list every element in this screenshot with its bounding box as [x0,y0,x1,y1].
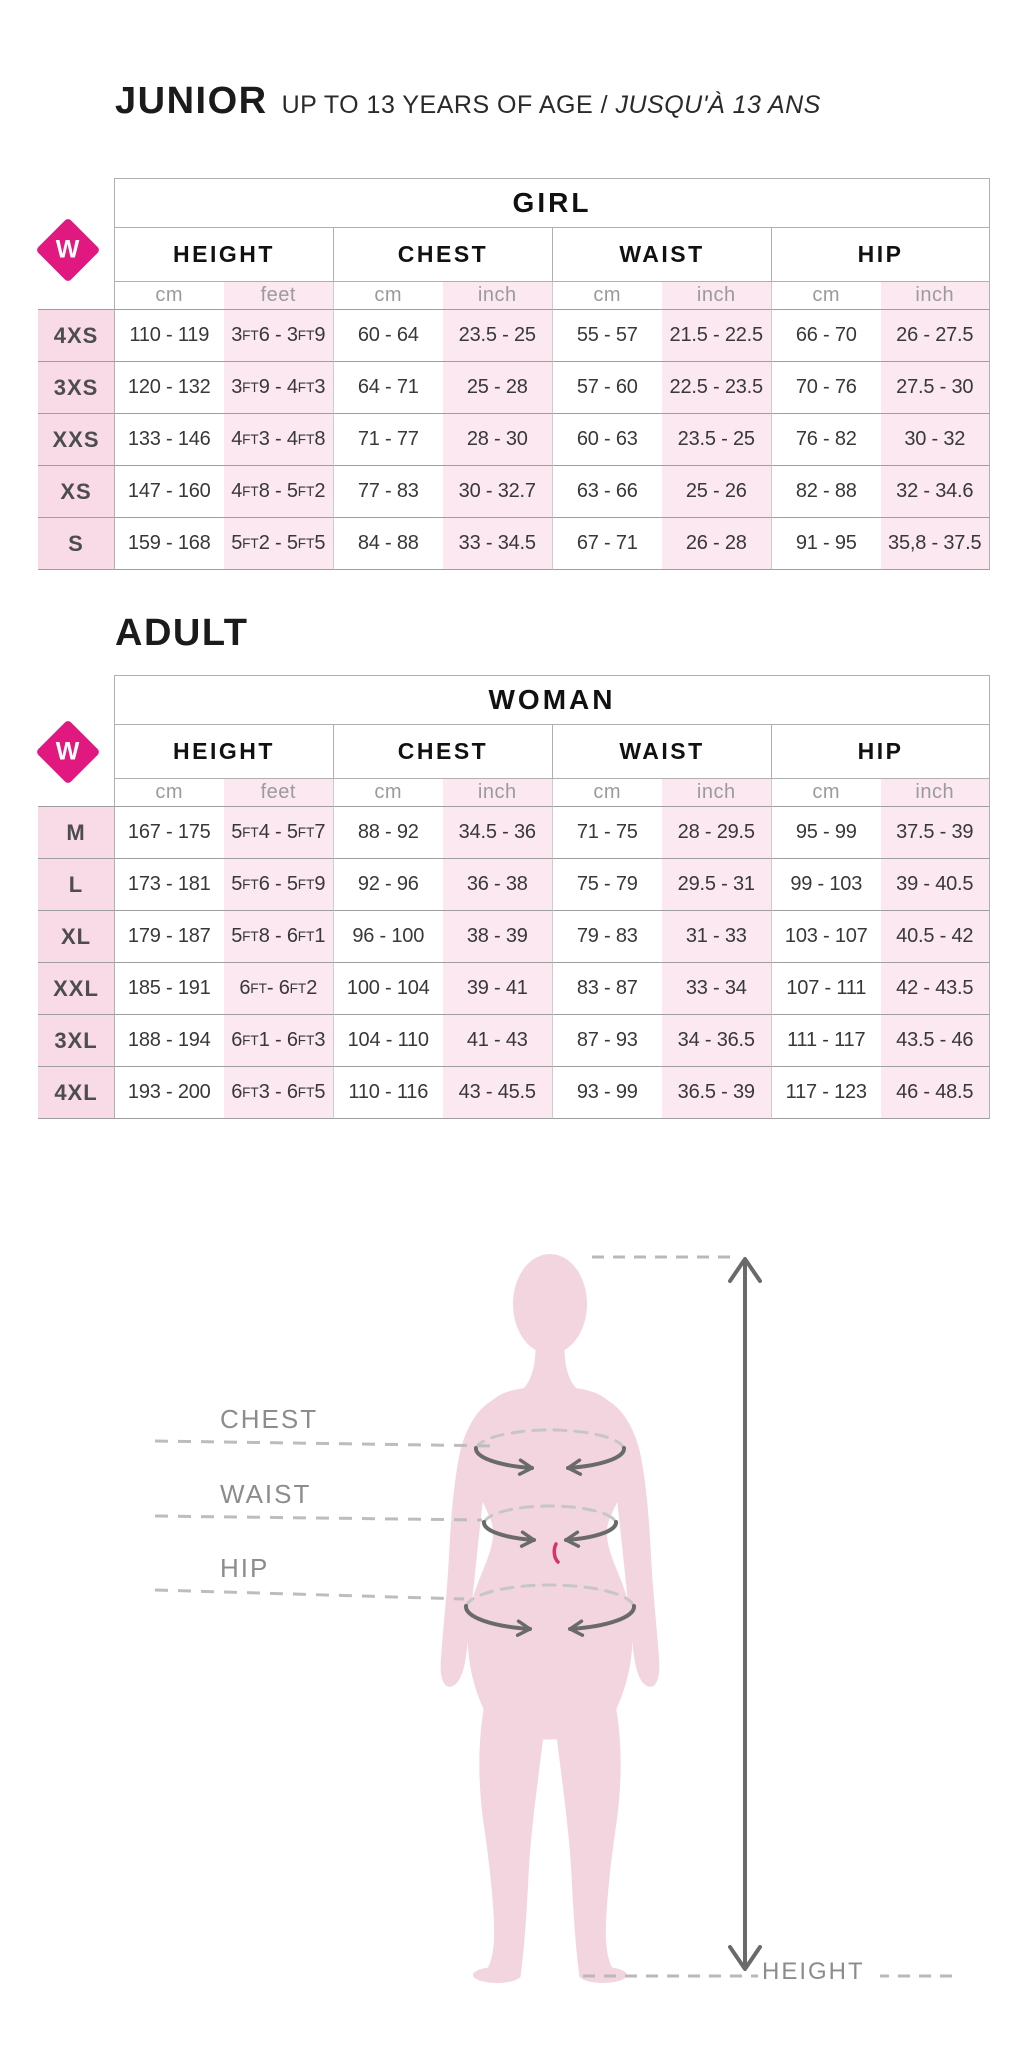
unit-header: cm [114,282,224,310]
junior-size-table [38,178,990,570]
chest-leader-line [155,1441,498,1446]
measure-header-height: HEIGHT [114,725,333,779]
junior-section-title [115,80,821,123]
waist-label: WAIST [220,1479,312,1509]
size-value-cell: 67 - 71 [552,518,662,570]
size-value-cell: 133 - 146 [114,414,224,466]
woman-silhouette [441,1254,660,1983]
hip-label: HIP [220,1553,270,1583]
brand-logo-letter: W [56,235,80,264]
size-value-cell: 107 - 111 [771,963,881,1015]
size-value-cell: 38 - 39 [443,911,553,963]
size-value-cell: 179 - 187 [114,911,224,963]
size-value-cell: 43.5 - 46 [881,1015,991,1067]
size-value-cell: 60 - 63 [552,414,662,466]
size-value-cell: 71 - 75 [552,807,662,859]
size-value-cell: 30 - 32.7 [443,466,553,518]
size-value-cell: 6 FT 3 - 6 FT 5 [224,1067,334,1119]
size-value-cell: 75 - 79 [552,859,662,911]
size-value-cell: 36.5 - 39 [662,1067,772,1119]
unit-header: feet [224,779,334,807]
size-value-cell: 4 FT 8 - 5 FT 2 [224,466,334,518]
size-label: S [38,518,114,570]
table-row [38,362,990,414]
junior-subtitle-separator: / [600,91,609,119]
unit-header: cm [333,282,443,310]
size-label: XL [38,911,114,963]
size-value-cell: 6 FT - 6 FT 2 [224,963,334,1015]
size-value-cell: 5 FT 6 - 5 FT 9 [224,859,334,911]
unit-header: cm [771,779,881,807]
size-value-cell: 64 - 71 [333,362,443,414]
size-value-cell: 100 - 104 [333,963,443,1015]
size-value-cell: 77 - 83 [333,466,443,518]
size-value-cell: 99 - 103 [771,859,881,911]
adult-title: ADULT [115,612,249,654]
unit-header: feet [224,282,334,310]
size-value-cell: 71 - 77 [333,414,443,466]
size-value-cell: 25 - 28 [443,362,553,414]
table-corner [38,675,114,725]
size-value-cell: 63 - 66 [552,466,662,518]
size-value-cell: 79 - 83 [552,911,662,963]
size-value-cell: 92 - 96 [333,859,443,911]
size-value-cell: 23.5 - 25 [662,414,772,466]
hip-leader-line [155,1590,464,1599]
size-label: 3XS [38,362,114,414]
size-value-cell: 93 - 99 [552,1067,662,1119]
measure-header-height: HEIGHT [114,228,333,282]
table-row [38,779,990,807]
size-value-cell: 91 - 95 [771,518,881,570]
table-corner [38,282,114,310]
size-value-cell: 46 - 48.5 [881,1067,991,1119]
table-corner [38,178,114,228]
size-value-cell: 33 - 34 [662,963,772,1015]
size-value-cell: 5 FT 2 - 5 FT 5 [224,518,334,570]
size-value-cell: 29.5 - 31 [662,859,772,911]
size-label: 4XL [38,1067,114,1119]
size-value-cell: 34.5 - 36 [443,807,553,859]
size-value-cell: 36 - 38 [443,859,553,911]
size-value-cell: 120 - 132 [114,362,224,414]
waist-leader-line [155,1516,482,1520]
table-row [38,466,990,518]
size-value-cell: 41 - 43 [443,1015,553,1067]
size-value-cell: 87 - 93 [552,1015,662,1067]
adult-section-title [115,612,248,655]
table-row [38,414,990,466]
size-value-cell: 32 - 34.6 [881,466,991,518]
unit-header: inch [443,282,553,310]
size-value-cell: 117 - 123 [771,1067,881,1119]
measure-header-hip: HIP [771,725,990,779]
size-value-cell: 26 - 27.5 [881,310,991,362]
unit-header: cm [114,779,224,807]
size-value-cell: 188 - 194 [114,1015,224,1067]
size-value-cell: 147 - 160 [114,466,224,518]
size-value-cell: 173 - 181 [114,859,224,911]
table-corner [38,779,114,807]
table-row [38,1015,990,1067]
junior-subtitle-en: UP TO 13 YEARS OF AGE [281,91,594,119]
size-value-cell: 37.5 - 39 [881,807,991,859]
size-value-cell: 96 - 100 [333,911,443,963]
size-value-cell: 111 - 117 [771,1015,881,1067]
height-label: HEIGHT [762,1958,865,1985]
table-row [38,725,990,779]
junior-subtitle-fr: JUSQU'À 13 ANS [615,91,821,119]
chest-label: CHEST [220,1404,319,1434]
table-row [38,807,990,859]
measure-header-hip: HIP [771,228,990,282]
size-value-cell: 55 - 57 [552,310,662,362]
size-value-cell: 57 - 60 [552,362,662,414]
size-label: XXS [38,414,114,466]
unit-header: inch [662,282,772,310]
table-row [38,1067,990,1119]
size-value-cell: 104 - 110 [333,1015,443,1067]
size-value-cell: 167 - 175 [114,807,224,859]
size-value-cell: 39 - 41 [443,963,553,1015]
size-value-cell: 83 - 87 [552,963,662,1015]
size-value-cell: 3 FT 9 - 4 FT 3 [224,362,334,414]
size-value-cell: 34 - 36.5 [662,1015,772,1067]
adult-size-table [38,675,990,1119]
measure-header-waist: WAIST [552,725,771,779]
unit-header: inch [443,779,553,807]
table-row [38,963,990,1015]
size-value-cell: 27.5 - 30 [881,362,991,414]
table-row [38,310,990,362]
table-row [38,518,990,570]
size-value-cell: 39 - 40.5 [881,859,991,911]
measure-header-chest: CHEST [333,228,552,282]
size-label: 4XS [38,310,114,362]
size-value-cell: 185 - 191 [114,963,224,1015]
size-value-cell: 4 FT 3 - 4 FT 8 [224,414,334,466]
size-value-cell: 5 FT 4 - 5 FT 7 [224,807,334,859]
size-label: XS [38,466,114,518]
size-value-cell: 193 - 200 [114,1067,224,1119]
size-value-cell: 30 - 32 [881,414,991,466]
size-label: L [38,859,114,911]
size-value-cell: 26 - 28 [662,518,772,570]
unit-header: inch [662,779,772,807]
size-value-cell: 110 - 116 [333,1067,443,1119]
measurement-diagram [0,1228,1032,2028]
table-row [38,282,990,310]
unit-header: cm [771,282,881,310]
size-value-cell: 35,8 - 37.5 [881,518,991,570]
unit-header: inch [881,779,991,807]
table-row [38,178,990,228]
size-value-cell: 6 FT 1 - 6 FT 3 [224,1015,334,1067]
brand-logo-letter: W [56,737,80,766]
size-value-cell: 40.5 - 42 [881,911,991,963]
size-value-cell: 28 - 30 [443,414,553,466]
size-value-cell: 103 - 107 [771,911,881,963]
size-value-cell: 76 - 82 [771,414,881,466]
unit-header: cm [552,779,662,807]
size-value-cell: 110 - 119 [114,310,224,362]
size-value-cell: 66 - 70 [771,310,881,362]
size-value-cell: 84 - 88 [333,518,443,570]
size-label: M [38,807,114,859]
size-value-cell: 5 FT 8 - 6 FT 1 [224,911,334,963]
size-value-cell: 33 - 34.5 [443,518,553,570]
unit-header: cm [552,282,662,310]
table-row [38,228,990,282]
table-row [38,859,990,911]
size-value-cell: 23.5 - 25 [443,310,553,362]
measure-header-waist: WAIST [552,228,771,282]
size-value-cell: 88 - 92 [333,807,443,859]
size-value-cell: 22.5 - 23.5 [662,362,772,414]
size-label: XXL [38,963,114,1015]
size-value-cell: 159 - 168 [114,518,224,570]
table-row [38,911,990,963]
size-value-cell: 70 - 76 [771,362,881,414]
size-value-cell: 95 - 99 [771,807,881,859]
table-row [38,675,990,725]
measure-header-chest: CHEST [333,725,552,779]
table-gender-header: WOMAN [114,675,990,725]
junior-subtitle [282,91,821,120]
size-value-cell: 21.5 - 22.5 [662,310,772,362]
size-value-cell: 31 - 33 [662,911,772,963]
size-value-cell: 60 - 64 [333,310,443,362]
size-value-cell: 43 - 45.5 [443,1067,553,1119]
size-value-cell: 25 - 26 [662,466,772,518]
junior-title: JUNIOR [115,80,268,122]
size-value-cell: 42 - 43.5 [881,963,991,1015]
size-value-cell: 3 FT 6 - 3 FT 9 [224,310,334,362]
size-value-cell: 82 - 88 [771,466,881,518]
size-value-cell: 28 - 29.5 [662,807,772,859]
unit-header: inch [881,282,991,310]
size-label: 3XL [38,1015,114,1067]
table-gender-header: GIRL [114,178,990,228]
unit-header: cm [333,779,443,807]
